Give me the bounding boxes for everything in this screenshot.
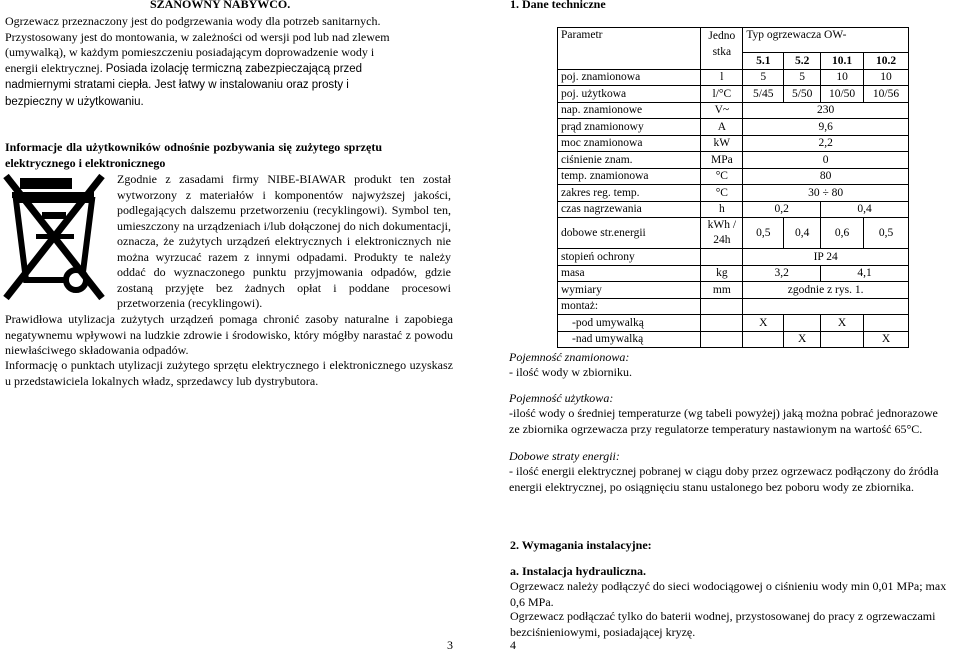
- installation-paragraph-1: Ogrzewacz należy podłączyć do sieci wodociągowej o ciśnieniu wody min 0,01 MPa; max 0,6 MPa.: [510, 579, 947, 609]
- disposal-para2-text: Symbol ten, umieszczony na urządzeniach i/lub dołączonej do nich dokumentacji, oznacza, że zużytych urządzeń elektrycznych i elektronicznych nie można wyrzucać razem z innymi odpadami. Produkty te należy oddać do wyznaczonego punktu przyjmowania odpadów, gdzie zostaną przyjęte bez żadnych opłat i poddane procesowi przetworzenia (recyklingowi).: [117, 203, 452, 310]
- spec-param-cell: czas nagrzewania: [558, 201, 701, 218]
- spec-value-cell: 0,2: [743, 201, 821, 218]
- spec-value-cell: 230: [743, 102, 909, 119]
- spec-value-cell: 80: [743, 168, 909, 185]
- disposal-paragraph-1: [117, 172, 451, 312]
- spec-unit-cell: °C: [701, 185, 743, 202]
- spec-row: [558, 119, 909, 136]
- spec-unit-cell: °C: [701, 168, 743, 185]
- spec-value-cell: X: [743, 315, 784, 332]
- spec-value-cell: 5/45: [743, 86, 784, 103]
- header-unit: Jedno stka: [701, 28, 743, 70]
- spec-value-cell: X: [784, 331, 821, 348]
- spec-row: [558, 218, 909, 249]
- spec-value-cell: [821, 331, 864, 348]
- spec-row: [558, 315, 909, 332]
- spec-param-cell: montaż:: [558, 298, 701, 315]
- spec-value-cell: [743, 298, 909, 315]
- intro-paragraph: [5, 14, 397, 110]
- spec-unit-cell: [701, 315, 743, 332]
- spec-value-cell: 4,1: [821, 265, 909, 282]
- spec-param-cell: masa: [558, 265, 701, 282]
- spec-unit-cell: l/°C: [701, 86, 743, 103]
- spec-row: [558, 102, 909, 119]
- spec-row: [558, 201, 909, 218]
- spec-row: [558, 135, 909, 152]
- spec-unit-cell: MPa: [701, 152, 743, 169]
- spec-row: [558, 298, 909, 315]
- spec-param-cell: temp. znamionowa: [558, 168, 701, 185]
- spec-value-cell: [784, 315, 821, 332]
- spec-unit-cell: A: [701, 119, 743, 136]
- poj-znam-text: - ilość wody w zbiorniku.: [509, 365, 632, 379]
- poj-uzyt-label: Pojemność użytkowa:: [509, 391, 614, 405]
- spec-value-cell: 5/50: [784, 86, 821, 103]
- spec-unit-cell: mm: [701, 282, 743, 299]
- spec-row: [558, 86, 909, 103]
- spec-unit-cell: kW: [701, 135, 743, 152]
- disposal-para1-text: Zgodnie z zasadami firmy NIBE-BIAWAR produkt ten został wytworzony z materiałów i komponentów najwyższej jakości, podlegających dalszemu przetworzeniu (recyklingowi).: [117, 172, 451, 217]
- page-number-right: 4: [510, 638, 516, 652]
- spec-value-cell: 9,6: [743, 119, 909, 136]
- subsection-a-title: a. Instalacja hydrauliczna.: [510, 564, 647, 578]
- poj-uzyt-text: -ilość wody o średniej temperaturze (wg tabeli powyżej) jaką można pobrać jednorazowe ze zbiornika ogrzewacza przy regulatorze temperatury nastawionym na wartość 65°C.: [509, 406, 938, 436]
- spec-value-cell: 0,4: [821, 201, 909, 218]
- spec-value-cell: X: [864, 331, 909, 348]
- model-cell: 10.2: [864, 53, 909, 70]
- spec-row: [558, 152, 909, 169]
- spec-param-cell: wymiary: [558, 282, 701, 299]
- spec-param-cell: dobowe str.energii: [558, 218, 701, 249]
- spec-header-row: [558, 28, 909, 53]
- spec-row: [558, 282, 909, 299]
- spec-value-cell: [743, 331, 784, 348]
- spec-unit-cell: h: [701, 201, 743, 218]
- spec-value-cell: 0,5: [864, 218, 909, 249]
- model-cell: 10.1: [821, 53, 864, 70]
- intro-sans-text: Posiada izolację termiczną zabezpieczającą przed nadmiernymi stratami ciepła. Jest łatwy w instalowaniu oraz prosty i bezpieczny w użytkowaniu.: [5, 62, 363, 108]
- spec-unit-cell: [701, 331, 743, 348]
- model-cell: 5.1: [743, 53, 784, 70]
- spec-row: [558, 249, 909, 266]
- dobowe-label: Dobowe straty energii:: [509, 449, 620, 463]
- spec-value-cell: 10: [821, 69, 864, 86]
- spec-value-cell: 10/56: [864, 86, 909, 103]
- header-param: Parametr: [558, 28, 701, 70]
- spec-unit-cell: l: [701, 69, 743, 86]
- disposal-paragraph-3: Prawidłowa utylizacja zużytych urządzeń pomaga chronić zasoby naturalne i zapobiega negatywnemu wpływowi na ludzkie zdrowie i środowisko, który mógłby narastać z powodu niewłaściwego składowania odpadów.: [5, 312, 453, 357]
- spec-value-cell: [864, 315, 909, 332]
- model-cell: 5.2: [784, 53, 821, 70]
- spec-value-cell: 0,4: [784, 218, 821, 249]
- spec-param-cell: zakres reg. temp.: [558, 185, 701, 202]
- poj-znam-label: Pojemność znamionowa:: [509, 350, 630, 364]
- spec-row: [558, 69, 909, 86]
- section-1-title: 1. Dane techniczne: [510, 0, 606, 11]
- spec-row: [558, 265, 909, 282]
- spec-value-cell: 3,2: [743, 265, 821, 282]
- spec-value-cell: 5: [743, 69, 784, 86]
- spec-row: [558, 168, 909, 185]
- spec-row: [558, 185, 909, 202]
- spec-param-cell: poj. znamionowa: [558, 69, 701, 86]
- spec-unit-cell: kg: [701, 265, 743, 282]
- spec-value-cell: IP 24: [743, 249, 909, 266]
- spec-unit-cell: [701, 249, 743, 266]
- dobowe-text: - ilość energii elektrycznej pobranej w ciągu doby przez ogrzewacz podłączony do źródła energii elektrycznej, po osiągnięciu stanu ustalonego bez poboru wody ze zbiornika.: [509, 464, 939, 494]
- section-2-title: 2. Wymagania instalacyjne:: [510, 538, 652, 552]
- spec-value-cell: zgodnie z rys. 1.: [743, 282, 909, 299]
- spec-value-cell: X: [821, 315, 864, 332]
- spec-value-cell: 30 ÷ 80: [743, 185, 909, 202]
- intro-text: Ogrzewacz przeznaczony jest do podgrzewania wody dla potrzeb sanitarnych. Przystosowany jest do montowania, w zależności od wersji pod lub nad zlewem (umywalką), w każdym pomieszczeniu posiadającym doprowadzenie wody i energii elektrycznej.: [5, 14, 390, 75]
- spec-param-cell: -pod umywalką: [558, 315, 701, 332]
- spec-param-cell: ciśnienie znam.: [558, 152, 701, 169]
- spec-table: [557, 27, 909, 348]
- spec-param-cell: stopień ochrony: [558, 249, 701, 266]
- spec-param-cell: -nad umywalką: [558, 331, 701, 348]
- spec-param-cell: moc znamionowa: [558, 135, 701, 152]
- spec-param-cell: prąd znamionowy: [558, 119, 701, 136]
- spec-value-cell: 2,2: [743, 135, 909, 152]
- spec-unit-cell: V~: [701, 102, 743, 119]
- spec-value-cell: 5: [784, 69, 821, 86]
- crossed-out-wheelie-bin-icon: [2, 172, 110, 302]
- header-type: Typ ogrzewacza OW-: [743, 28, 909, 53]
- spec-value-cell: 10/50: [821, 86, 864, 103]
- disposal-heading: Informacje dla użytkowników odnośnie pozbywania się zużytego sprzętu elektrycznego i elektronicznego: [5, 140, 382, 170]
- spec-param-cell: nap. znamionowe: [558, 102, 701, 119]
- spec-unit-cell: [701, 298, 743, 315]
- spec-value-cell: 0: [743, 152, 909, 169]
- spec-param-cell: poj. użytkowa: [558, 86, 701, 103]
- spec-value-cell: 0,5: [743, 218, 784, 249]
- spec-row: [558, 331, 909, 348]
- page-number-left: 3: [447, 638, 453, 652]
- disposal-paragraph-4: Informację o punktach utylizacji zużytego sprzętu elektrycznego i elektronicznego uzyskasz u przedstawiciela lokalnych władz, sprzedawcy lub dystrybutora.: [5, 358, 453, 388]
- spec-value-cell: 10: [864, 69, 909, 86]
- spec-value-cell: 0,6: [821, 218, 864, 249]
- installation-paragraph-2: Ogrzewacz podłączać tylko do baterii wodnej, przystosowanej do pracy z ogrzewaczami bezciśnieniowymi, posiadającej kryzę.: [510, 609, 936, 639]
- page-header-left: SZANOWNY NABYWCO.: [150, 0, 291, 11]
- spec-unit-cell: kWh / 24h: [701, 218, 743, 249]
